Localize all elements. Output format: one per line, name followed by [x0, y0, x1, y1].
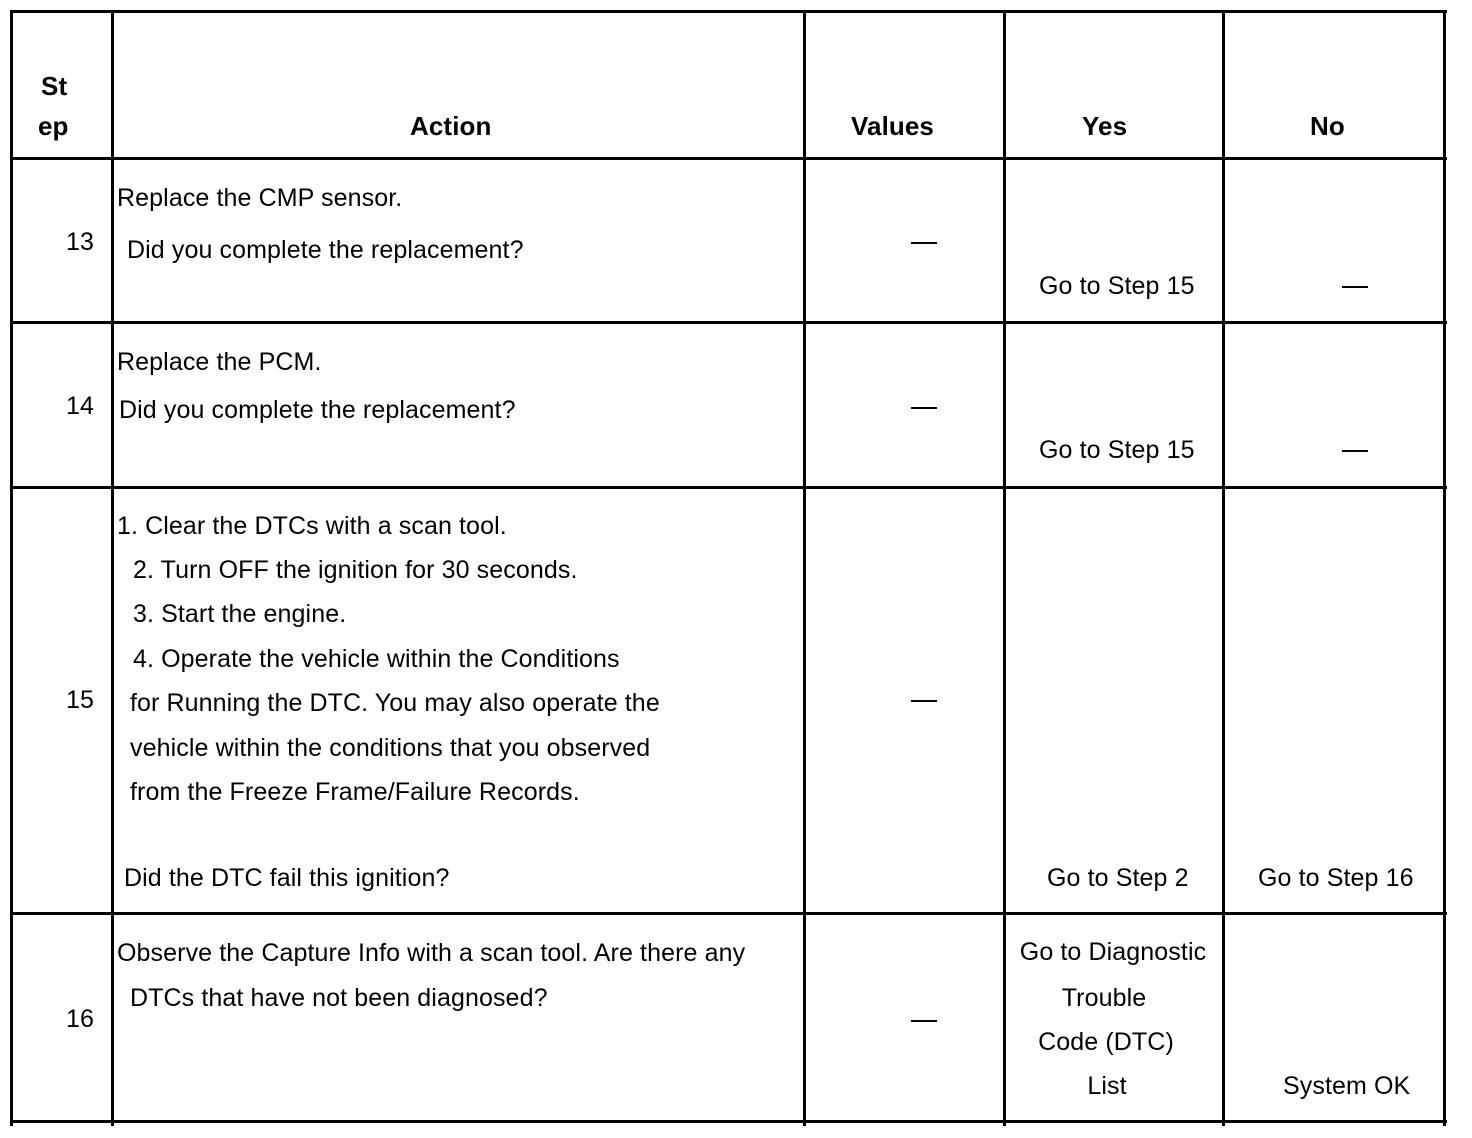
- action-text: Did you complete the replacement?: [119, 396, 516, 424]
- header-step-line1: St: [41, 71, 68, 101]
- action-text: Observe the Capture Info with a scan tool. Are there any: [117, 939, 746, 967]
- step-number: 16: [66, 1005, 95, 1033]
- col-border-yes-no: [1222, 10, 1225, 1126]
- step-number: 14: [66, 392, 95, 420]
- row-border-13: [10, 321, 1447, 324]
- col-border-action-values: [803, 10, 806, 1126]
- header-action: Action: [410, 111, 492, 141]
- action-text: from the Freeze Frame/Failure Records.: [130, 778, 580, 806]
- action-text: 1. Clear the DTCs with a scan tool.: [117, 512, 507, 540]
- action-text: 4. Operate the vehicle within the Conditions: [133, 645, 620, 673]
- action-text: vehicle within the conditions that you observed: [130, 734, 651, 762]
- row-border-top: [10, 10, 1447, 13]
- action-text: for Running the DTC. You may also operate the: [130, 689, 660, 717]
- col-border-step-action: [111, 10, 114, 1126]
- action-text: Replace the PCM.: [117, 348, 322, 376]
- no-result: System OK: [1283, 1072, 1411, 1100]
- yes-result-line: Trouble: [1061, 984, 1147, 1012]
- row-border-header: [10, 157, 1447, 160]
- header-step-line2: ep: [38, 111, 69, 141]
- col-border-left: [10, 10, 13, 1126]
- yes-result: Go to Step 2: [1047, 864, 1189, 892]
- col-border-right: [1443, 10, 1446, 1126]
- action-text: 2. Turn OFF the ignition for 30 seconds.: [133, 556, 578, 584]
- yes-result-line: List: [1087, 1072, 1127, 1100]
- header-yes: Yes: [1082, 111, 1128, 141]
- step-number: 13: [66, 228, 95, 256]
- yes-result-line: Code (DTC): [1038, 1028, 1174, 1056]
- row-border-bottom: [10, 1120, 1447, 1123]
- header-no: No: [1310, 111, 1345, 141]
- no-dash: [1342, 450, 1368, 452]
- action-text: 3. Start the engine.: [133, 600, 347, 628]
- step-number: 15: [66, 686, 95, 714]
- action-text: Replace the CMP sensor.: [117, 184, 403, 212]
- values-dash: [911, 407, 937, 409]
- yes-result: Go to Step 15: [1039, 272, 1195, 300]
- yes-result-line: Go to Diagnostic: [1019, 938, 1207, 966]
- values-dash: [911, 242, 937, 244]
- action-text: DTCs that have not been diagnosed?: [130, 984, 548, 1012]
- no-result: Go to Step 16: [1258, 864, 1414, 892]
- no-dash: [1342, 286, 1368, 288]
- values-dash: [911, 1020, 937, 1022]
- header-values: Values: [851, 111, 934, 141]
- action-text: Did the DTC fail this ignition?: [124, 864, 450, 892]
- values-dash: [911, 700, 937, 702]
- action-text: Did you complete the replacement?: [127, 236, 524, 264]
- row-border-15: [10, 912, 1447, 915]
- row-border-14: [10, 486, 1447, 489]
- yes-result: Go to Step 15: [1039, 436, 1195, 464]
